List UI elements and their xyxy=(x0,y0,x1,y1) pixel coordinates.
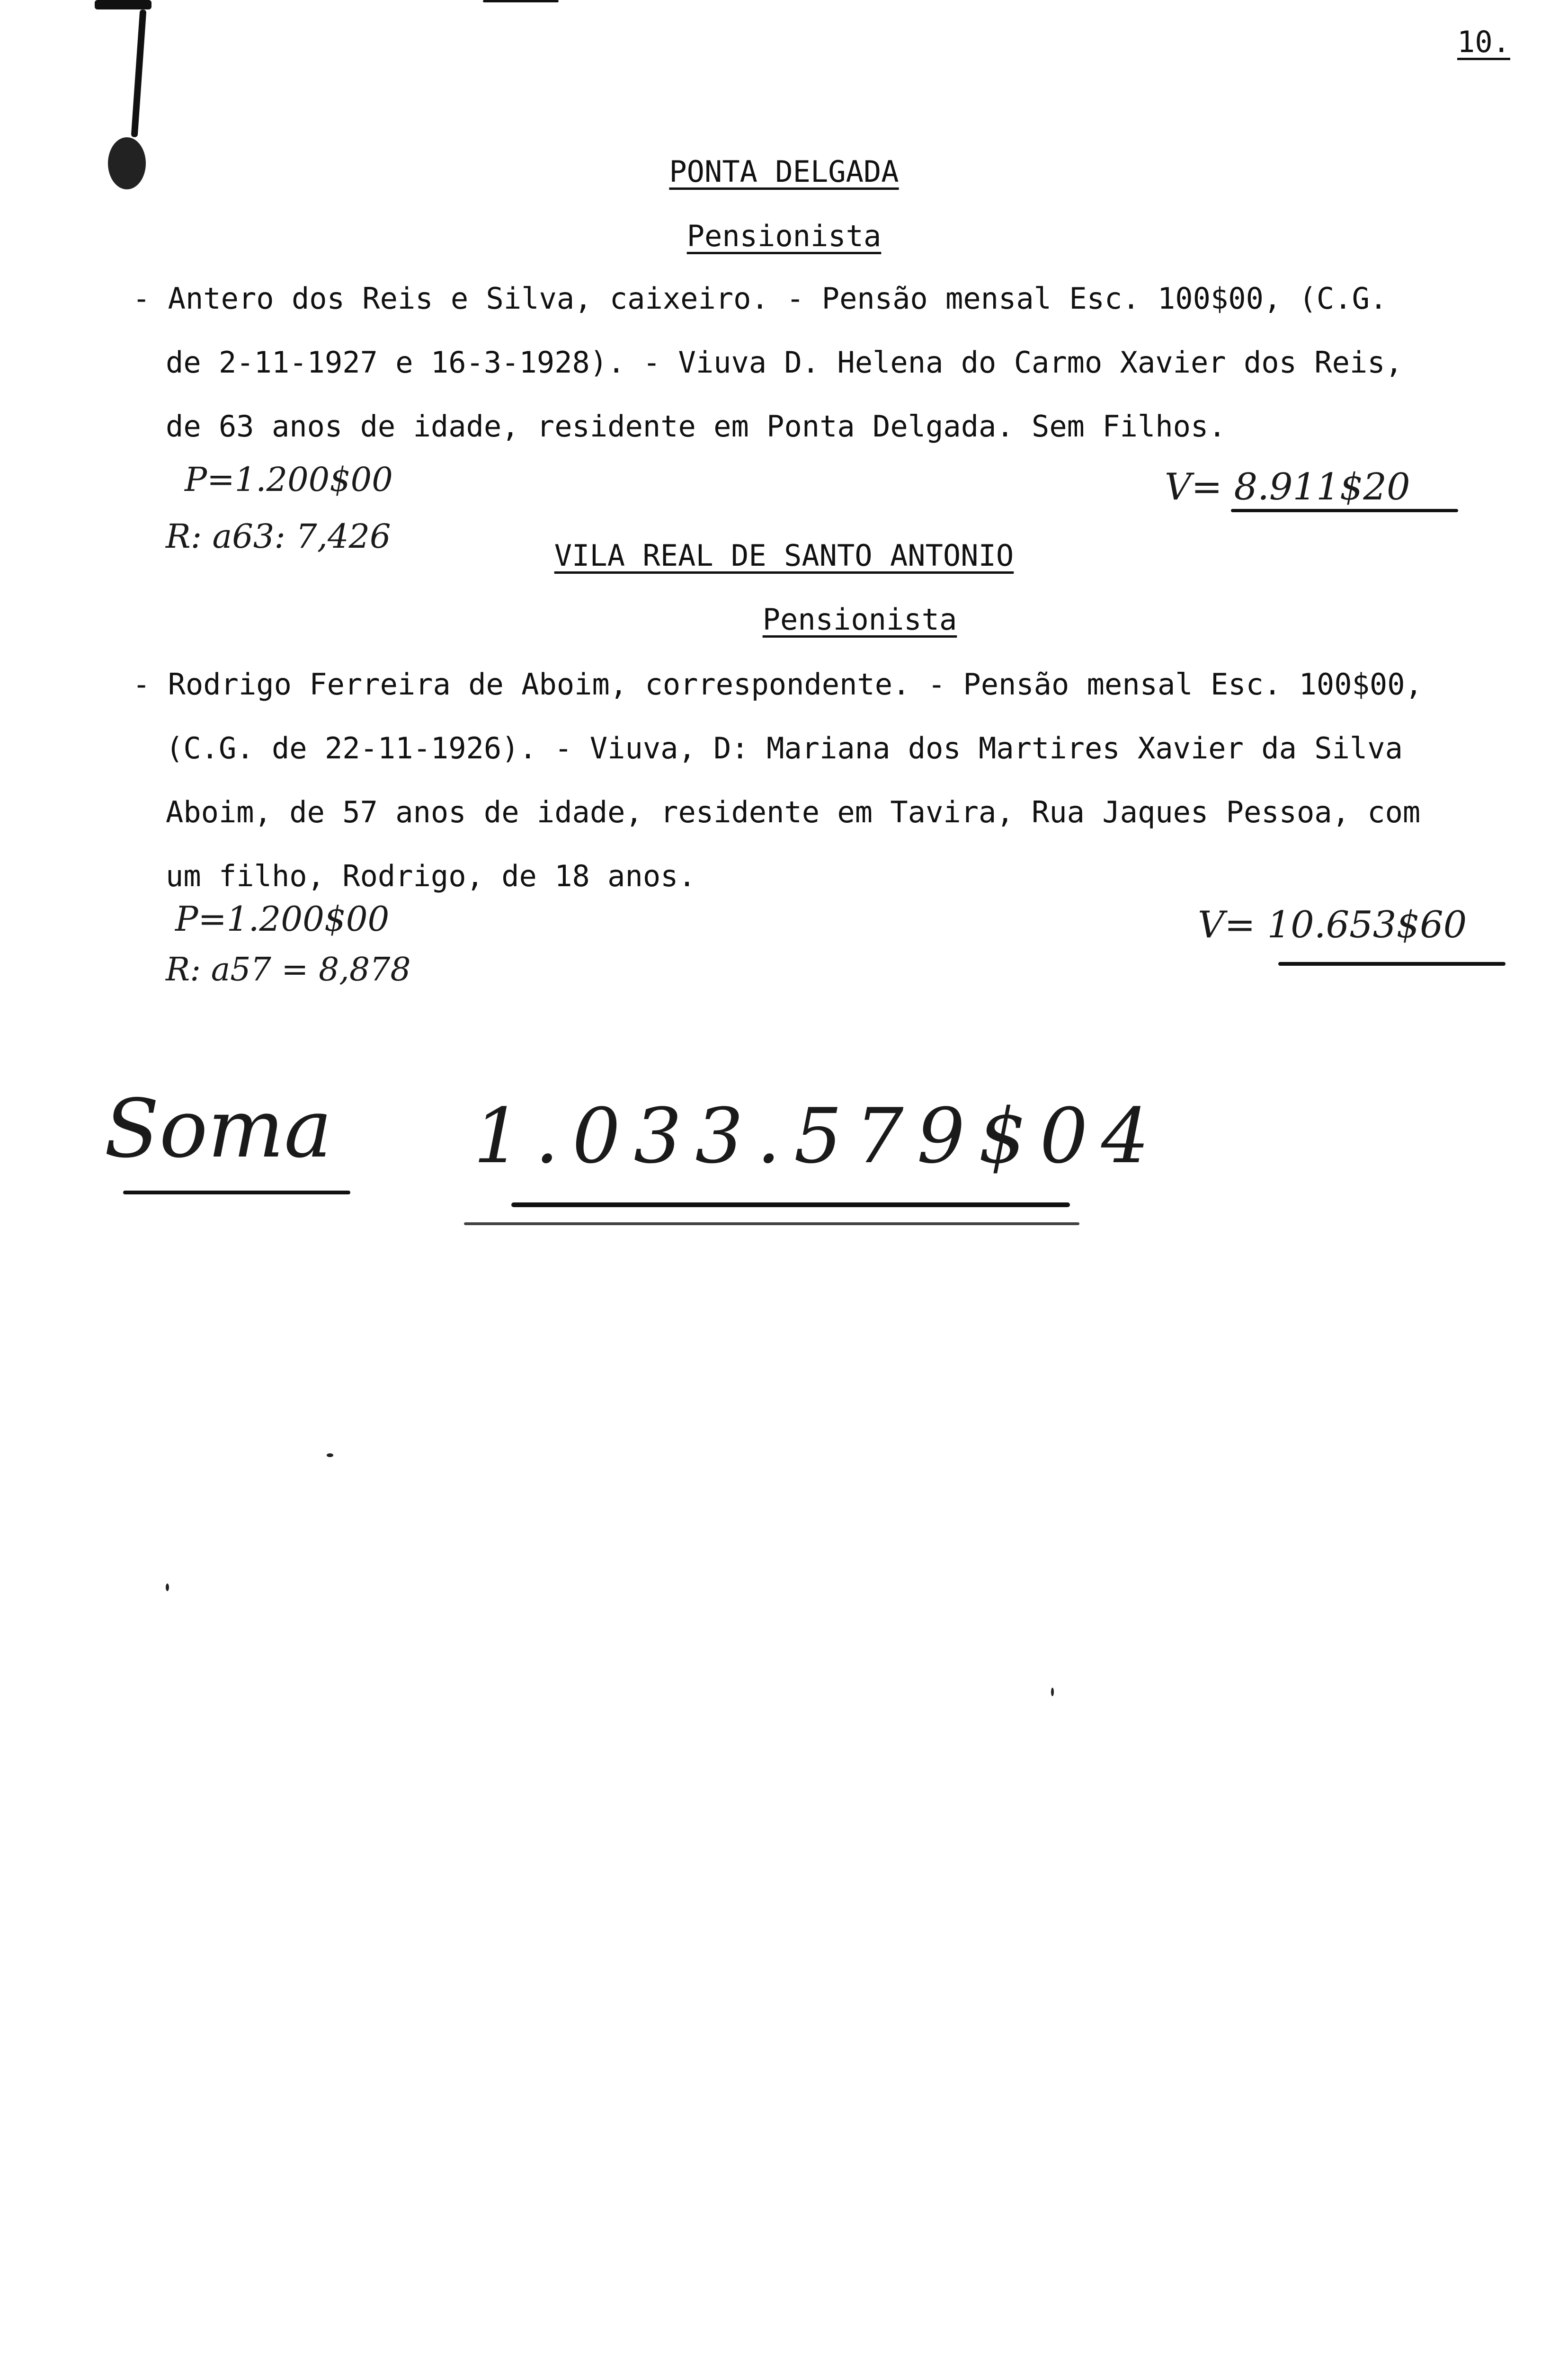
total-label: Soma xyxy=(104,1082,332,1176)
total-value-underline xyxy=(464,1222,1079,1225)
entry-line: um filho, Rodrigo, de 18 anos. xyxy=(166,859,696,893)
entry-line: de 63 anos de idade, residente em Ponta Delgada. Sem Filhos. xyxy=(166,409,1226,444)
entry-line: - Rodrigo Ferreira de Aboim, correspondente. - Pensão mensal Esc. 100$00, xyxy=(133,667,1423,702)
entry-line: - Antero dos Reis e Silva, caixeiro. - Pensão mensal Esc. 100$00, (C.G. xyxy=(133,281,1388,316)
handwritten-underline xyxy=(1231,509,1458,512)
handwritten-note-v: V= 8.911$20 xyxy=(1165,466,1410,508)
handwritten-note-p: P=1.200$00 xyxy=(185,460,393,499)
total-value: 1.033.579$04 xyxy=(473,1092,1163,1180)
entry-line: (C.G. de 22-11-1926). - Viuva, D: Mariana dos Martires Xavier da Silva xyxy=(166,731,1403,765)
ink-mark xyxy=(95,0,151,9)
ink-mark xyxy=(483,0,559,2)
paper-speck xyxy=(1051,1688,1054,1696)
total-value-underline xyxy=(511,1202,1070,1207)
handwritten-note-r: R: a63: 7,426 xyxy=(166,517,391,556)
handwritten-underline xyxy=(1278,962,1506,966)
entry-line: de 2-11-1927 e 16-3-1928). - Viuva D. Helena do Carmo Xavier dos Reis, xyxy=(166,345,1403,380)
paper-speck xyxy=(166,1584,169,1591)
section-title-vila-real: VILA REAL DE SANTO ANTONIO xyxy=(554,538,1014,573)
total-label-underline xyxy=(123,1191,350,1194)
handwritten-note-r: R: a57 = 8,878 xyxy=(166,951,411,988)
entry-line: Aboim, de 57 anos de idade, residente em Tavira, Rua Jaques Pessoa, com xyxy=(166,795,1421,829)
handwritten-note-p: P=1.200$00 xyxy=(175,899,390,939)
paper-speck xyxy=(327,1453,333,1457)
page-number: 10. xyxy=(1457,25,1510,59)
section-subtitle: Pensionista xyxy=(686,219,882,253)
section-title-ponta-delgada: PONTA DELGADA xyxy=(669,154,899,189)
handwritten-note-v: V= 10.653$60 xyxy=(1198,904,1467,946)
ink-mark xyxy=(131,9,147,137)
section-subtitle: Pensionista xyxy=(762,602,957,637)
